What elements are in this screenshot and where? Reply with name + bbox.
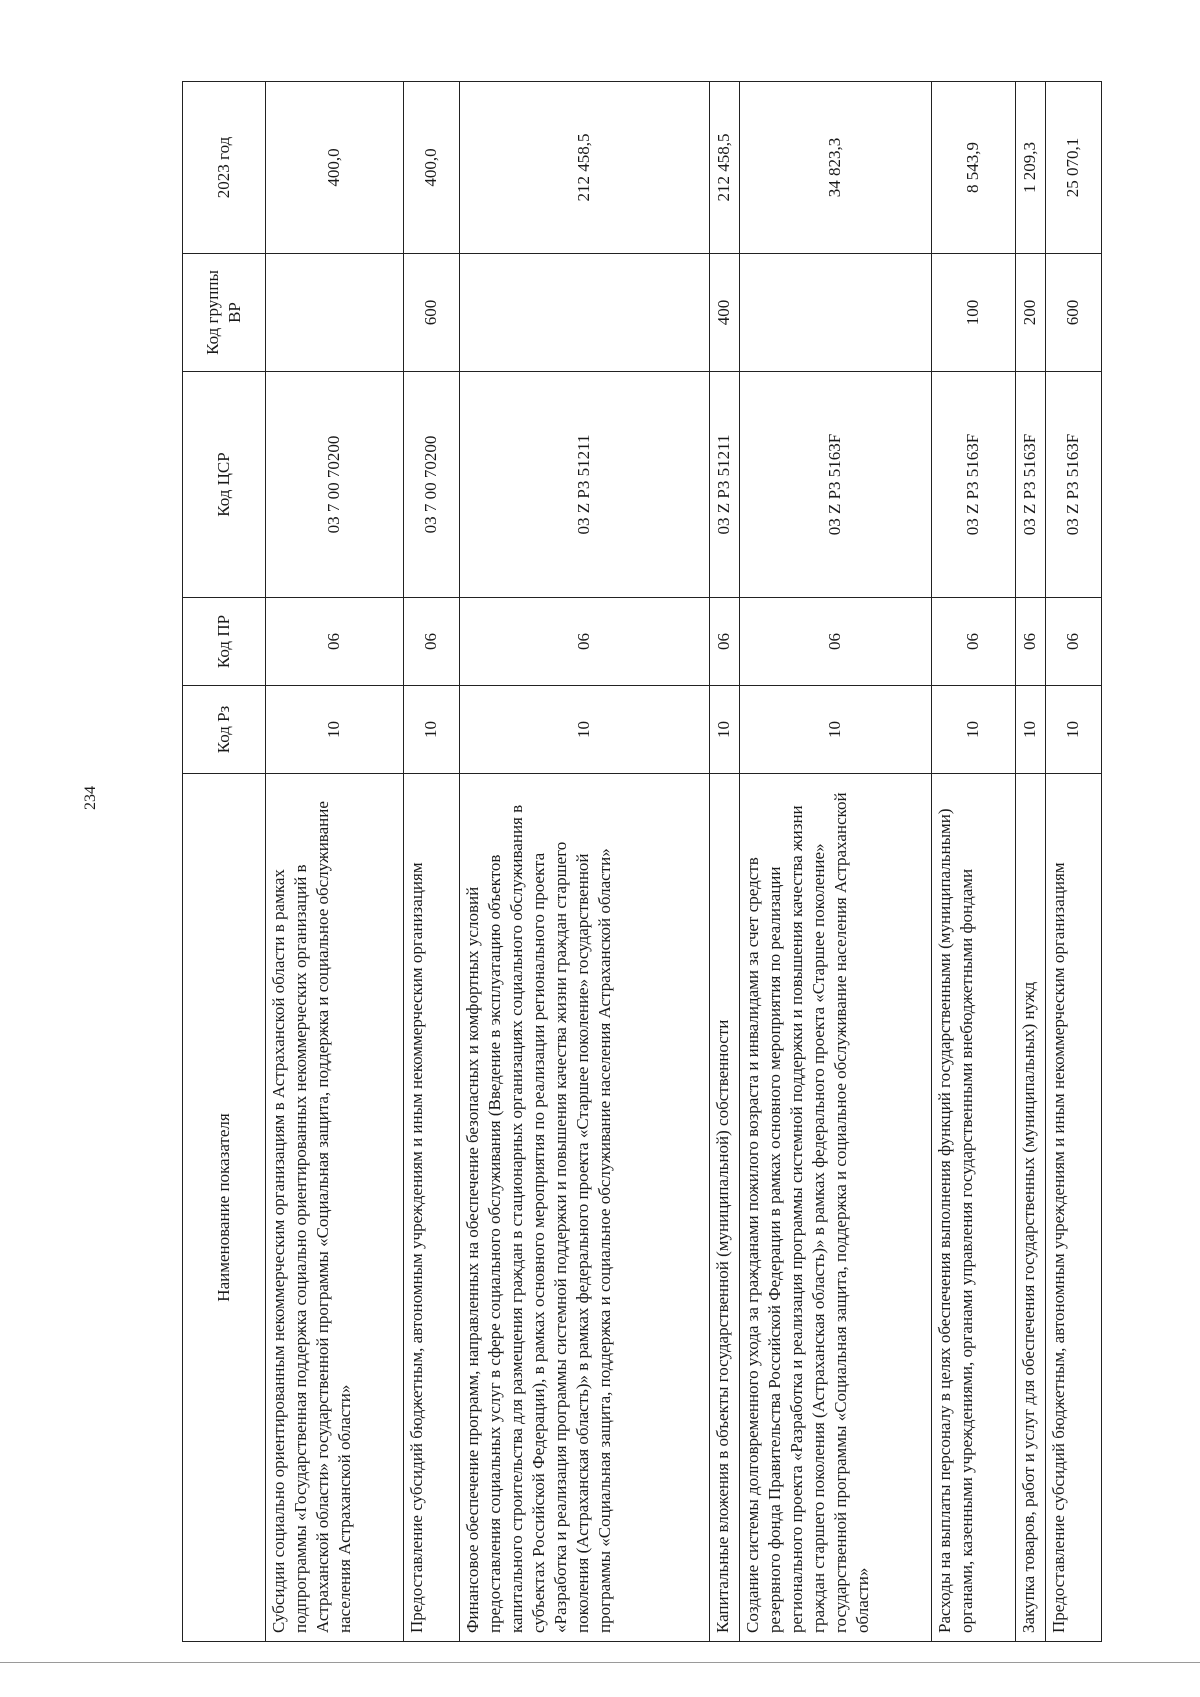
table-row — [740, 82, 932, 1642]
table-row — [459, 82, 709, 1642]
row-csr: 03 7 00 70200 — [403, 372, 459, 598]
row-vr: 100 — [931, 254, 1015, 372]
row-vr — [459, 254, 709, 372]
row-name: Финансовое обеспечение программ, направленных на обеспечение безопасных и комфортных условий предоставления социальных услуг в сфере социального обслуживания (Введение в эксплуатацию объектов капитального строительства для размещения граждан в стационарных организациях социального обслуживания в субъектах Российской Федерации), в рамках основного мероприятия по реализации регионального проекта «Разработка и реализация программы системной поддержки и повышения качества жизни граждан старшего поколения (Астраханская область)» в рамках федерального проекта «Старшее поколение» государственной программы «Социальная защита, поддержка и социальное обслуживание населения Астраханской области» — [459, 774, 709, 1642]
header-csr: Код ЦСР — [183, 372, 266, 598]
table-row — [1015, 82, 1045, 1642]
row-pr: 06 — [1045, 598, 1101, 686]
header-vr: Код группы ВР — [183, 254, 266, 372]
table-row — [709, 82, 739, 1642]
row-amount: 212 458,5 — [709, 82, 739, 254]
row-vr: 400 — [709, 254, 739, 372]
row-pr: 06 — [931, 598, 1015, 686]
row-pr: 06 — [403, 598, 459, 686]
header-name: Наименование показателя — [183, 774, 266, 1642]
row-csr: 03 Z P3 51211 — [709, 372, 739, 598]
row-vr: 600 — [403, 254, 459, 372]
row-vr: 600 — [1045, 254, 1101, 372]
header-year: 2023 год — [183, 82, 266, 254]
row-vr — [740, 254, 932, 372]
row-amount: 1 209,3 — [1015, 82, 1045, 254]
row-csr: 03 Z P3 51211 — [459, 372, 709, 598]
table-header-row — [183, 82, 266, 1642]
row-name: Закупка товаров, работ и услуг для обеспечения государственных (муниципальных) нужд — [1015, 774, 1045, 1642]
budget-table-rotated — [182, 82, 1102, 1642]
row-csr: 03 Z P3 5163F — [931, 372, 1015, 598]
row-name: Создание системы долговременного ухода за гражданами пожилого возраста и инвалидами за счет средств резервного фонда Правительства Российской Федерации в рамках основного мероприятия по реализации регионального проекта «Разработка и реализация программы системной поддержки и повышения качества жизни граждан старшего поколения (Астраханская область)» в рамках федерального проекта «Старшее поколение» государственной программы «Социальная защита, поддержка и социальное обслуживание населения Астраханской области» — [740, 774, 932, 1642]
budget-table — [182, 81, 1102, 1642]
row-csr: 03 7 00 70200 — [266, 372, 404, 598]
row-pr: 06 — [709, 598, 739, 686]
table-row — [403, 82, 459, 1642]
row-amount: 212 458,5 — [459, 82, 709, 254]
table-row — [931, 82, 1015, 1642]
row-name: Расходы на выплаты персоналу в целях обеспечения выполнения функций государственными (муниципальными) органами, казенными учреждениями, органами управления государственными внебюджетными фондами — [931, 774, 1015, 1642]
row-csr: 03 Z P3 5163F — [1015, 372, 1045, 598]
row-amount: 400,0 — [403, 82, 459, 254]
row-rz: 10 — [709, 686, 739, 774]
row-amount: 8 543,9 — [931, 82, 1015, 254]
row-rz: 10 — [1015, 686, 1045, 774]
row-csr: 03 Z P3 5163F — [1045, 372, 1101, 598]
table-row — [1045, 82, 1101, 1642]
row-amount: 400,0 — [266, 82, 404, 254]
row-rz: 10 — [403, 686, 459, 774]
row-pr: 06 — [740, 598, 932, 686]
row-vr: 200 — [1015, 254, 1045, 372]
row-rz: 10 — [931, 686, 1015, 774]
row-rz: 10 — [266, 686, 404, 774]
header-pr: Код ПР — [183, 598, 266, 686]
page-number: 234 — [82, 786, 99, 810]
row-amount: 25 070,1 — [1045, 82, 1101, 254]
row-name: Капитальные вложения в объекты государственной (муниципальной) собственности — [709, 774, 739, 1642]
row-amount: 34 823,3 — [740, 82, 932, 254]
row-vr — [266, 254, 404, 372]
row-pr: 06 — [266, 598, 404, 686]
row-name: Предоставление субсидий бюджетным, автономным учреждениям и иным некоммерческим организациям — [403, 774, 459, 1642]
row-rz: 10 — [1045, 686, 1101, 774]
row-rz: 10 — [740, 686, 932, 774]
table-row — [266, 82, 404, 1642]
row-csr: 03 Z P3 5163F — [740, 372, 932, 598]
header-rz: Код Рз — [183, 686, 266, 774]
row-rz: 10 — [459, 686, 709, 774]
page-bottom-rule — [0, 1662, 1200, 1663]
row-pr: 06 — [459, 598, 709, 686]
row-name: Субсидии социально ориентированным некоммерческим организациям в Астраханской области в рамках подпрограммы «Государственная поддержка социально ориентированных некоммерческих организаций в Астраханской области» государственной программы «Социальная защита, поддержка и социальное обслуживание населения Астраханской области» — [266, 774, 404, 1642]
row-name: Предоставление субсидий бюджетным, автономным учреждениям и иным некоммерческим организациям — [1045, 774, 1101, 1642]
row-pr: 06 — [1015, 598, 1045, 686]
